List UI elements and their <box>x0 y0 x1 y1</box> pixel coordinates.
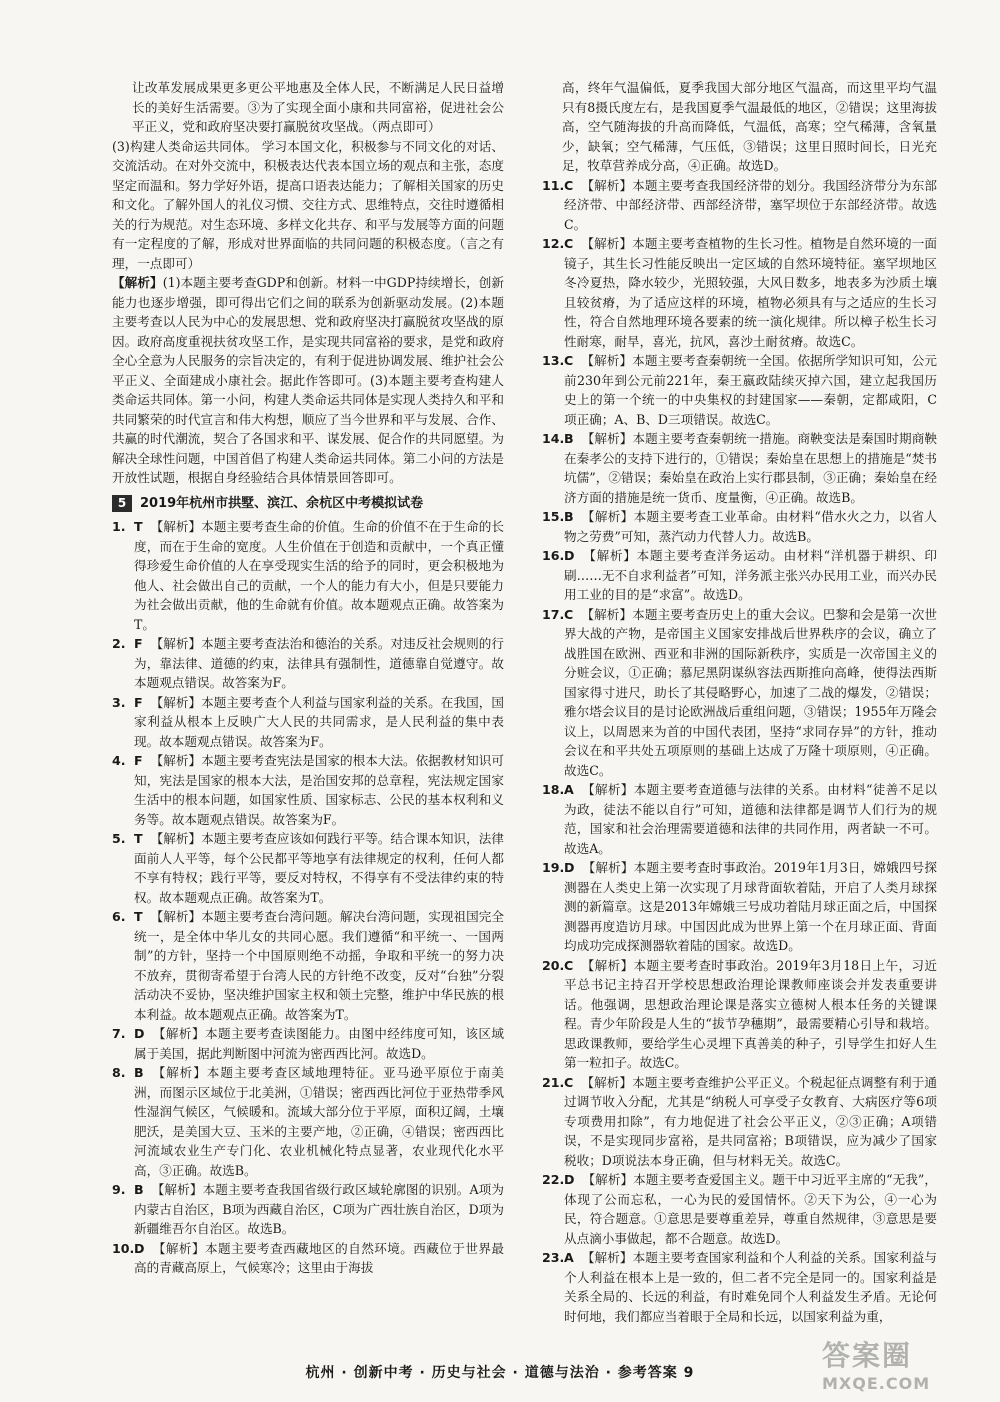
item-explanation: 【解析】本题主要考查秦朝统一措施。商鞅变法是秦国时期商鞅在秦孝公的支持下进行的，①错误；秦始皇在思想上的措施是“焚书坑儒”，②错误；秦始皇在政治上实行郡县制，③正确；秦始皇在经济方面的措施是统一货币、度量衡，④正确。故选B。 <box>564 431 937 505</box>
answer-item <box>542 956 937 1073</box>
item-explanation: 【解析】本题主要考查生命的价值。生命的价值不在于生命的长度，而在于生命的宽度。人生价值在于创造和贡献中，一个真正懂得珍爱生命价值的人在享受现实生活的给予的同时，更会积极地为他人、社会做出自己的贡献，一个人的能力有大小，但是只要能力为社会做出贡献，他的生命就有价值。故本题观点正确。故答案为T。 <box>134 519 504 632</box>
item-number: 6. <box>112 909 126 924</box>
item-number: 20. <box>542 957 565 973</box>
item-explanation: 【解析】本题主要考查法治和德治的关系。对违反社会规则的行为，靠法律、道德的约束，法律具有强制性，道德靠自觉遵守。故本题观点错误。故答案为F。 <box>134 636 504 690</box>
item-answer: D <box>134 1026 145 1041</box>
analysis-text: (1)本题主要考查GDP和创新。材料一中GDP持续增长，创新能力也逐步增强，即可得出它们之间的联系为创新驱动发展。(2)本题主要考查以人民为中心的发展思想、党和政府坚决打赢脱贫攻坚战的原因。政府高度重视扶贫攻坚工作，是实现共同富裕的要求，是党和政府全心全意为人民服务的宗旨决定的，有利于促进协调发展、维护社会公平正义、全面建成小康社会。据此作答即可。(3)本题主要考查构建人类命运共同体。第一小问，构建人类命运共同体是实现人类持久和平和共同繁荣的时代宣言和伟大构想，顺应了当今世界和平与发展、合作、共赢的时代潮流，契合了各国求和平、谋发展、促合作的共同愿望。为解决全球性问题，中国首倡了构建人类命运共同体。第二小问的方法是开放性试题，根据自身经验结合具体情景回答即可。 <box>112 275 505 485</box>
answer-item <box>542 858 937 956</box>
item-body <box>564 546 937 605</box>
answer-item <box>112 751 504 829</box>
item-body <box>564 234 937 351</box>
item-explanation: 【解析】本题主要考查西藏地区的自然环境。西藏位于世界最高的青藏高原上，气候寒冷；这里由于海拔 <box>134 1240 504 1275</box>
answer-item <box>542 1170 937 1248</box>
item-body <box>564 351 937 429</box>
item-body <box>134 634 504 693</box>
section-number: 5 <box>112 495 132 512</box>
item-number: 13. <box>542 353 565 368</box>
item-answer: D <box>564 1172 575 1187</box>
answer-item <box>112 1239 504 1278</box>
item-answer: D <box>564 548 575 563</box>
item-body <box>134 829 504 907</box>
item-answer: C <box>564 957 574 973</box>
item-body <box>564 1248 937 1326</box>
item-number: 7. <box>112 1026 126 1041</box>
item-answer: T <box>134 831 143 846</box>
item-number: 22. <box>542 1172 565 1187</box>
answer-item <box>542 546 937 605</box>
item-number: 11. <box>542 177 565 193</box>
item-answer: C <box>564 353 574 368</box>
item-explanation: 【解析】本题主要考查秦朝统一全国。依据所学知识可知，公元前230年到公元前221年，秦王嬴政陆续灭掉六国，建立起我国历史上的第一个统一的中央集权的封建国家——秦朝，定都咸阳，C项正确；A、B、D三项错误。故选C。 <box>564 353 937 427</box>
left-column <box>112 78 504 1278</box>
item-explanation: 【解析】本题主要考查台湾问题。解决台湾问题，实现祖国完全统一，是全体中华儿女的共同心愿。我们遵循“和平统一、一国两制”的方针，坚持一个中国原则绝不动摇，争取和平统一的努力决不放弃，贯彻寄希望于台湾人民的方针绝不改变，反对“台独”分裂活动决不妥协，坚决维护国家主权和领土完整，维护中华民族的根本利益。故本题观点正确。故答案为T。 <box>134 909 504 1022</box>
item-number: 19. <box>542 860 565 875</box>
answer-item <box>112 1024 504 1063</box>
item-explanation: 【解析】本题主要考查我国省级行政区域轮廓图的识别。A项为内蒙古自治区，B项为西藏自治区，C项为广西壮族自治区，D项为新疆维吾尔自治区。故选B。 <box>134 1182 504 1236</box>
page-footer: 杭州 · 创新中考 · 历史与社会 · 道德与法治 · 参考答案 9 <box>305 1365 695 1381</box>
answer-item <box>112 829 504 907</box>
item-answer: F <box>134 694 143 710</box>
item-explanation: 【解析】本题主要考查国家利益和个人利益的关系。国家利益与个人利益在根本上是一致的，但二者不完全是同一的。国家利益是关系全局的、长远的利益，有时难免同个人利益发生矛盾。无论何时何地，我们都应当着眼于全局和长远，以国家利益为重， <box>564 1250 937 1324</box>
item-number: 18. <box>542 782 565 797</box>
item-answer: D <box>134 1240 145 1256</box>
item-body <box>134 751 504 829</box>
answer-item <box>542 429 937 507</box>
answer-item <box>542 351 937 429</box>
item-answer: T <box>134 519 143 534</box>
item-body <box>564 780 937 858</box>
item-answer: F <box>134 753 143 768</box>
item-answer: B <box>564 509 574 524</box>
item-body <box>564 1073 937 1171</box>
item-body <box>564 858 937 956</box>
item-explanation: 【解析】本题主要考查洋务运动。由材料“洋机器于耕织、印刷……无不自求利益者”可知，洋务派主张兴办民用工业，而兴办民用工业的目的是“求富”。故选D。 <box>564 548 937 602</box>
answer-item <box>542 780 937 858</box>
item-answer: C <box>564 606 574 622</box>
watermark <box>822 1334 982 1392</box>
item-number: 21. <box>542 1074 565 1090</box>
item-number: 1. <box>112 519 126 534</box>
item-explanation: 【解析】本题主要考查宪法是国家的根本大法。依据教材知识可知，宪法是国家的根本大法，是治国安邦的总章程，宪法规定国家生活中的根本问题，如国家性质、国家标志、公民的基本权利和义务等。故本题观点错误。故答案为F。 <box>134 753 504 827</box>
item-explanation: 【解析】本题主要考查我国经济带的划分。我国经济带分为东部经济带、中部经济带、西部经济带，塞罕坝位于东部经济带。故选C。 <box>564 177 937 232</box>
answer-item <box>112 517 504 634</box>
analysis-paragraph <box>112 273 504 488</box>
item-answer: B <box>564 431 574 446</box>
item-body <box>134 1239 504 1278</box>
item-answer: C <box>564 236 574 251</box>
item-explanation: 【解析】本题主要考查时事政治。2019年3月18日上午，习近平总书记主持召开学校思想政治理论课教师座谈会并发表重要讲话。他强调，思想政治理论课是落实立德树人根本任务的关键课程。青少年阶段是人生的“拔节孕穗期”，最需要精心引导和栽培。思政课教师，要给学生心灵埋下真善美的种子，引导学生扣好人生第一粒扣子。故选C。 <box>564 957 937 1070</box>
item-number: 17. <box>542 606 565 622</box>
item-answer: B <box>134 1182 144 1197</box>
intro-paragraph-2-text: (3)构建人类命运共同体。 学习本国文化，积极参与不同文化的对话、交流活动。在对外交流中，积极表达代表本国立场的观点和主张，态度坚定而温和。努力学好外语，提高口语表达能力；了解相关国家的历史和文化。了解外国人的礼仪习惯、交往方式、思维特点，交往时遵循相关的行为规范。对生态环境、多样文化共存、和平与发展等方面的问题有一定程度的了解，形成对世界面临的共同问题的积极态度。（言之有理，一点即可） <box>112 138 504 271</box>
item-number: 5. <box>112 831 126 846</box>
item-body <box>134 907 504 1024</box>
answer-item <box>112 634 504 693</box>
item-explanation: 【解析】本题主要考查爱国主义。题干中习近平主席的“无我”，体现了公而忘私，一心为民的爱国情怀。②天下为公，④一心为民，符合题意。①意思是要尊重差异，尊重自然规律，③意思是要从点滴小事做起，都不合题意。故选D。 <box>564 1172 937 1246</box>
item-explanation: 【解析】本题主要考查道德与法律的关系。由材料“徒善不足以为政，徒法不能以自行”可知，道德和法律都是调节人们行为的规范，国家和社会治理需要道德和法律的共同作用，两者缺一不可。故选A。 <box>564 782 937 856</box>
right-answer-list <box>542 176 937 1327</box>
item-answer: A <box>564 1250 574 1265</box>
section-heading <box>112 494 504 514</box>
item-body <box>564 429 937 507</box>
continued-paragraph: 高，终年气温偏低，夏季我国大部分地区气温高，而这里平均气温只有8摄氏度左右，是我国夏季气温最低的地区，②错误；这里海拔高，空气随海拔的升高而降低，气温低，高寒；空气稀薄，含氧量少，缺氧；空气稀薄，气压低，③错误；这里日照时间长，日光充足，牧草营养成分高，④正确。故选D。 <box>562 80 937 173</box>
intro-paragraph-1: 让改革发展成果更多更公平地惠及全体人民，不断满足人民日益增长的美好生活需要。③为了实现全面小康和共同富裕，促进社会公平正义，党和政府坚决要打赢脱贫攻坚战。（两点即可） <box>132 80 504 134</box>
item-number: 9. <box>112 1182 126 1197</box>
item-number: 15. <box>542 509 565 524</box>
item-answer: A <box>564 782 574 797</box>
item-explanation: 【解析】本题主要考查维护公平正义。个税起征点调整有利于通过调节收入分配，尤其是“纳税人可享受子女教育、大病医疗等6项专项费用扣除”，有力地促进了社会公平正义，②③正确；A项错误，不是实现同步富裕，是共同富裕；B项错误，应为减少了国家税收；D项说法本身正确，但与材料无关。故选C。 <box>564 1074 937 1168</box>
item-number: 10. <box>112 1240 135 1256</box>
answer-item <box>112 907 504 1024</box>
item-number: 23. <box>542 1250 565 1265</box>
item-number: 14. <box>542 431 565 446</box>
analysis-tag: 【解析】 <box>112 275 163 290</box>
right-column <box>542 78 937 1326</box>
answer-item <box>542 507 937 546</box>
answer-item <box>542 176 937 235</box>
item-body <box>134 517 504 634</box>
item-body <box>564 605 937 781</box>
item-number: 8. <box>112 1065 126 1080</box>
watermark-logo-text: 答案圈 <box>822 1339 913 1372</box>
item-number: 2. <box>112 636 126 651</box>
item-explanation: 【解析】本题主要考查时事政治。2019年1月3日，嫦娥四号探测器在人类史上第一次实现了月球背面软着陆，开启了人类月球探测的新篇章。这是2013年嫦娥三号成功着陆月球正面之后，中国探测器再度造访月球。中国因此成为世界上第一个在月球正面、背面均成功完成探测器软着陆的国家。故选D。 <box>564 860 937 953</box>
item-answer: B <box>134 1065 144 1080</box>
item-body <box>134 693 504 752</box>
answer-item <box>542 234 937 351</box>
item-answer: D <box>564 860 575 875</box>
intro-paragraph-2 <box>112 137 504 274</box>
item-number: 3. <box>112 694 126 710</box>
item-number: 16. <box>542 548 565 563</box>
item-explanation: 【解析】本题主要考查历史上的重大会议。巴黎和会是第一次世界大战的产物，是帝国主义国家安排战后世界秩序的会议，确立了战胜国在欧洲、西亚和非洲的国际新秩序，实质是一次帝国主义的分赃会议，①正确；慕尼黑阴谋纵容法西斯推向高峰，使得法西斯国家得寸进尺，助长了其侵略野心，加速了二战的爆发，②错误；雅尔塔会议目的是讨论欧洲战后重组问题，③错误；1955年万隆会议上，以周恩来为首的中国代表团，坚持“求同存异”的方针，推动会议在和平共处五项原则的基础上达成了万隆十项原则，④正确。故选C。 <box>564 606 937 778</box>
item-explanation: 【解析】本题主要考查工业革命。由材料“借水火之力，以省人物之劳费”可知，蒸汽动力代替人力。故选B。 <box>564 509 937 544</box>
item-body <box>564 1170 937 1248</box>
left-answer-list <box>112 517 504 1278</box>
answer-item <box>112 1180 504 1239</box>
item-number: 12. <box>542 236 565 251</box>
item-body <box>564 176 937 235</box>
item-answer: T <box>134 909 143 924</box>
item-number: 4. <box>112 753 126 768</box>
item-body <box>134 1180 504 1239</box>
item-explanation: 【解析】本题主要考查区域地理特征。亚马逊平原位于南美洲，而图示区域位于北美洲，①错误；密西西比河位于亚热带季风性湿润气候区，气候暖和。流域大部分位于平原，面积辽阔，土壤肥沃，是美国大豆、玉米的主要产地，②正确，④错误；密西西比河流域农业生产专门化、农业机械化特点显著，农业现代化水平高，③正确。故选B。 <box>134 1065 504 1178</box>
item-body <box>564 956 937 1073</box>
answer-item <box>112 693 504 752</box>
item-answer: F <box>134 636 143 651</box>
section-title: 2019年杭州市拱墅、滨江、余杭区中考模拟试卷 <box>140 495 424 511</box>
watermark-url: MXQE.COM <box>822 1374 931 1393</box>
item-explanation: 【解析】本题主要考查读图能力。由图中经纬度可知，该区域属于美国，据此判断图中河流为密西西比河。故选D。 <box>134 1026 504 1061</box>
answer-item <box>542 1248 937 1326</box>
item-answer: C <box>564 177 574 193</box>
item-body <box>564 507 937 546</box>
answer-item <box>542 1073 937 1171</box>
answer-item <box>112 1063 504 1180</box>
item-explanation: 【解析】本题主要考查植物的生长习性。植物是自然环境的一面镜子，其生长习性能反映出一定区域的自然环境特征。塞罕坝地区冬冷夏热，降水较少，光照较强，大风日数多，地表多为沙质土壤且较贫瘠，为了适应这样的环境，植物必须具有与之适应的生长习性，符合自然地理环境各要素的统一演化规律。所以樟子松生长习性耐寒，耐旱，喜光，抗风，喜沙土耐贫瘠。故选C。 <box>564 236 937 349</box>
item-explanation: 【解析】本题主要考查应该如何践行平等。结合课本知识，法律面前人人平等，每个公民都平等地享有法律规定的权利，任何人都不享有特权；践行平等，要反对特权，不得享有不受法律约束的特权。故本题观点正确。故答案为T。 <box>134 831 504 905</box>
answer-item <box>542 605 937 781</box>
item-body <box>134 1063 504 1180</box>
item-explanation: 【解析】本题主要考查个人利益与国家利益的关系。在我国，国家利益从根本上反映广大人民的共同需求，是人民利益的集中表现。故本题观点错误。故答案为F。 <box>134 694 504 749</box>
item-body <box>134 1024 504 1063</box>
item-answer: C <box>564 1074 574 1090</box>
